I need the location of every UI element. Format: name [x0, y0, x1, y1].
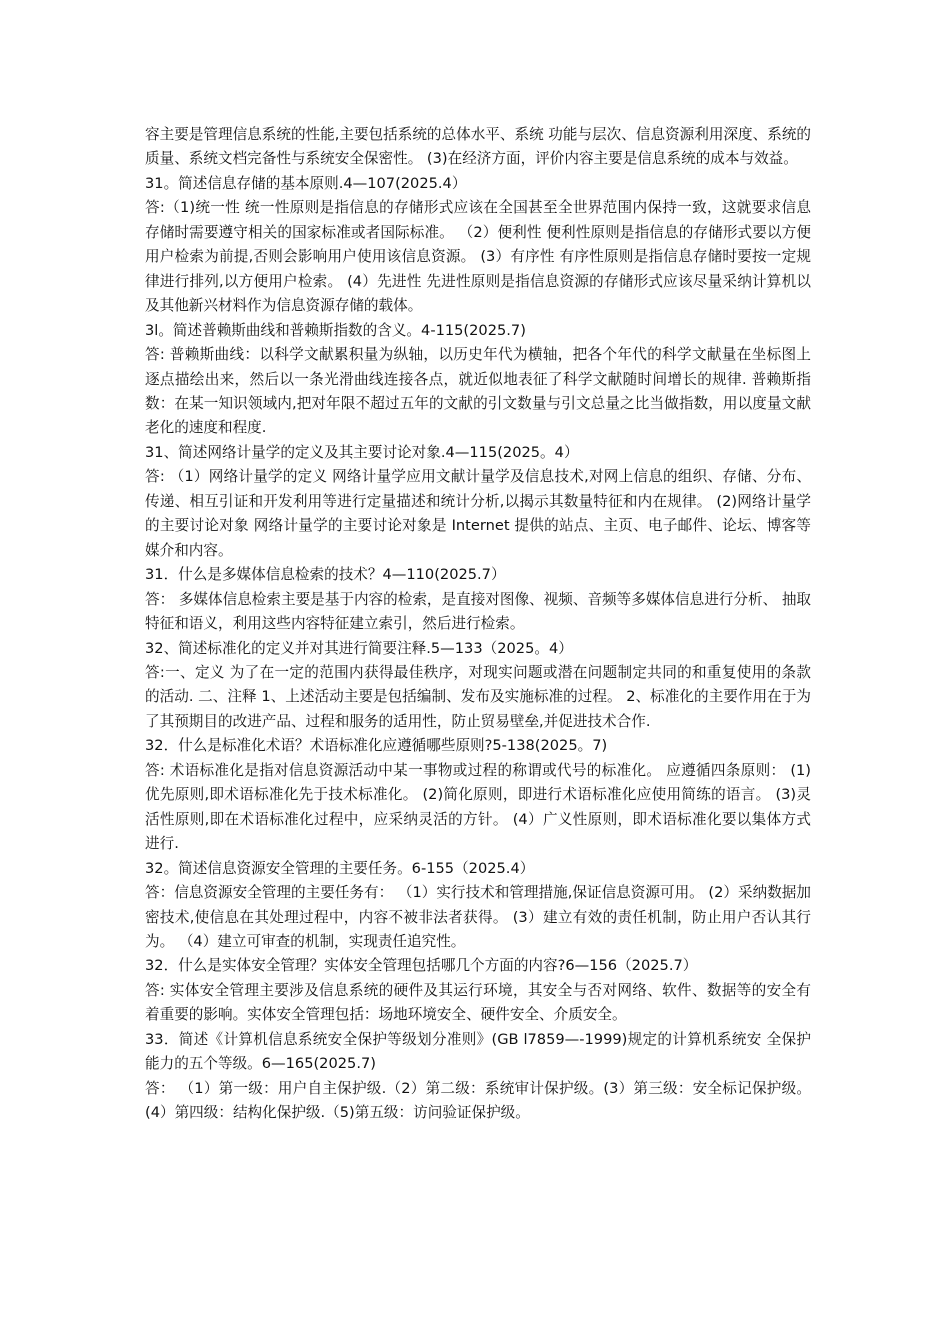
- question-heading: 31。简述信息存储的基本原则.4—107(2025.4）: [145, 174, 467, 192]
- answer-paragraph: 答:（1)统一性 统一性原则是指信息的存储形式应该在全国甚至全世界范围内保持一致，这就要求信息存储时需要遵守相关的国家标准或者国际标准。 （2）便利性 便利性原则是指信息的存储形式要以方便用户检索为前提,否则会影响用户使用该信息资源。 (3）有序性 有序性原则是指信息存储时要按一定规律进行排列,以方便用户检索。 (4）先进性 先进性原则是指信息资源的存储形式应该尽量采纳计算机以及其他新兴材料作为信息资源存储的载体。: [145, 199, 811, 315]
- answer-paragraph: 答: 实体安全管理主要涉及信息系统的硬件及其运行环境，其安全与否对网络、软件、数据等的安全有着重要的影响。实体安全管理包括：场地环境安全、硬件安全、介质安全。: [145, 981, 811, 1024]
- answer-paragraph: 容主要是管理信息系统的性能,主要包括系统的总体水平、系统 功能与层次、信息资源利用深度、系统的质量、系统文档完备性与系统安全保密性。 (3)在经济方面，评价内容主要是信息系统的成本与效益。: [145, 126, 812, 168]
- answer-paragraph: 答：信息资源安全管理的主要任务有： （1）实行技术和管理措施,保证信息资源可用。 (2）采纳数据加密技术,使信息在其处理过程中，内容不被非法者获得。 (3）建立有效的责任机制，防止用户否认其行为。 （4）建立可审查的机制，实现责任追究性。: [145, 884, 811, 950]
- answer-paragraph: 答： 多媒体信息检索主要是基于内容的检索，是直接对图像、视频、音频等多媒体信息进行分析、 抽取特征和语义，利用这些内容特征建立索引，然后进行检索。: [145, 590, 812, 633]
- question-heading: 3l。简述普赖斯曲线和普赖斯指数的含义。4-115(2025.7): [145, 321, 526, 339]
- answer-paragraph: 答: （1）网络计量学的定义 网络计量学应用文献计量学及信息技术,对网上信息的组织、存储、分布、传递、相互引证和开发利用等进行定量描述和统计分析,以揭示其数量特征和内在规律。 (2)网络计量学的主要讨论对象 网络计量学的主要讨论对象是 Internet 提供的站点、主页、电子邮件、论坛、博客等媒介和内容。: [145, 468, 811, 559]
- answer-paragraph: 答: 普赖斯曲线：以科学文献累积量为纵轴，以历史年代为横轴，把各个年代的科学文献量在坐标图上逐点描绘出来，然后以一条光滑曲线连接各点，就近似地表征了科学文献随时间增长的规律. 普赖斯指数：在某一知识领域内,把对年限不超过五年的文献的引文数量与引文总量之比当做指数，用以度量文献老化的速度和程度.: [145, 346, 811, 437]
- answer-paragraph: 答:一、定义 为了在一定的范围内获得最佳秩序，对现实问题或潜在问题制定共同的和重复使用的条款的活动. 二、注释 1、上述活动主要是包括编制、发布及实施标准的过程。 2、标准化的主要作用在于为了其预期目的改进产品、过程和服务的适用性，防止贸易壁垒,并促进技术合作.: [145, 663, 811, 730]
- question-heading: 31、简述网络计量学的定义及其主要讨论对象.4—115(2025。4）: [145, 443, 579, 461]
- document-body: [145, 123, 811, 1126]
- question-heading: 31．什么是多媒体信息检索的技术？4—110(2025.7）: [145, 566, 506, 584]
- question-heading: 32。简述信息资源安全管理的主要任务。6-155（2025.4）: [145, 859, 535, 877]
- question-heading: 32．什么是实体安全管理？实体安全管理包括哪几个方面的内容?6—156（2025.7）: [145, 957, 698, 975]
- question-heading: 32．什么是标准化术语？术语标准化应遵循哪些原则?5-138(2025。7): [145, 737, 608, 755]
- question-heading: 32、简述标准化的定义并对其进行简要注释.5—133（2025。4）: [145, 639, 573, 657]
- answer-paragraph: 答: 术语标准化是指对信息资源活动中某一事物或过程的称谓或代号的标准化。 应遵循四条原则： (1)优先原则,即术语标准化先于技术标准化。 (2)简化原则，即进行术语标准化应使用简练的语言。 (3)灵活性原则,即在术语标准化过程中，应采纳灵活的方针。 (4）广义性原则，即术语标准化要以集体方式进行.: [145, 761, 811, 853]
- question-heading: 33．简述《计算机信息系统安全保护等级划分准则》(GB l7859—-1999)规定的计算机系统安 全保护能力的五个等级。6—165(2025.7): [145, 1030, 811, 1073]
- answer-paragraph: 答： （1）第一级：用户自主保护级.（2）第二级：系统审计保护级。(3）第三级：安全标记保护级。(4）第四级：结构化保护级.（5)第五级：访问验证保护级。: [145, 1079, 811, 1122]
